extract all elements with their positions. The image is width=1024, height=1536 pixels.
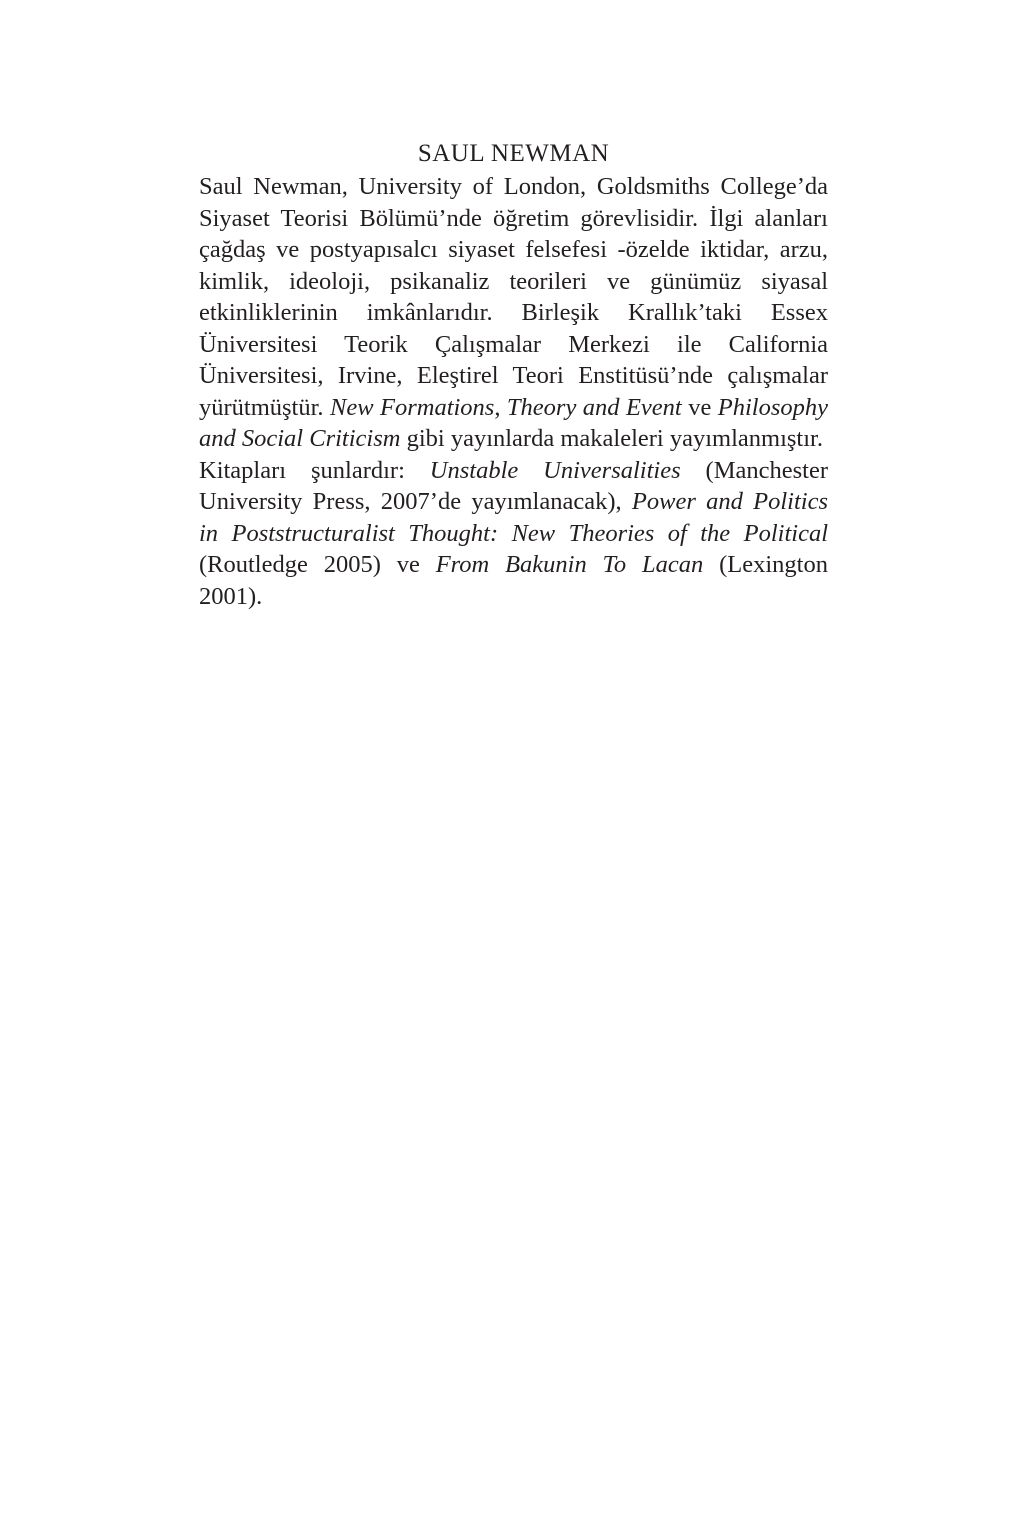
bio-text: Saul Newman, University of London, Goldsmiths College’da Siyaset Teorisi Bölümü’nde öğretim görevlisidir. İlgi alanları çağdaş ve postyapısalcı siyaset felsefesi -özelde iktidar, arzu, kimlik, ideoloji, psikanaliz teorileri ve günümüz siyasal etkinliklerinin imkânlarıdır. Birleşik Krallık’taki Essex Üniversitesi Teorik Çalışmalar Merkezi ile California Üniversitesi, Irvine, Eleştirel Teori Enstitüsü’nde çalışmalar yürütmüştür. bbox=[199, 173, 828, 421]
bio-text: , bbox=[494, 393, 507, 421]
book-title: Unstable Universalities bbox=[429, 456, 681, 484]
book-title: From Bakunin To Lacan bbox=[435, 551, 704, 578]
books-paragraph bbox=[199, 455, 828, 613]
book-title: Power and Politics in Poststructuralist Thought: New Theories of the Political bbox=[199, 488, 828, 547]
bio-text: gibi yayınlarda makaleleri yayımlanmıştır. bbox=[400, 425, 823, 452]
author-bio-section bbox=[199, 137, 828, 612]
bio-text: ve bbox=[681, 393, 718, 421]
journal-title: New Formations bbox=[330, 393, 495, 421]
books-text: Kitapları şunlardır: bbox=[199, 456, 430, 484]
books-text: (Lexington 2001). bbox=[199, 551, 828, 610]
books-text: (Manchester University Press, 2007’de yayımlanacak), bbox=[199, 456, 828, 515]
books-text: (Routledge 2005) ve bbox=[199, 551, 436, 578]
journal-title: Philosophy and Social Criticism bbox=[199, 393, 829, 452]
bio-paragraph bbox=[199, 171, 828, 455]
author-name-heading: SAUL NEWMAN bbox=[417, 140, 610, 167]
journal-title: Theory and Event bbox=[506, 393, 682, 421]
